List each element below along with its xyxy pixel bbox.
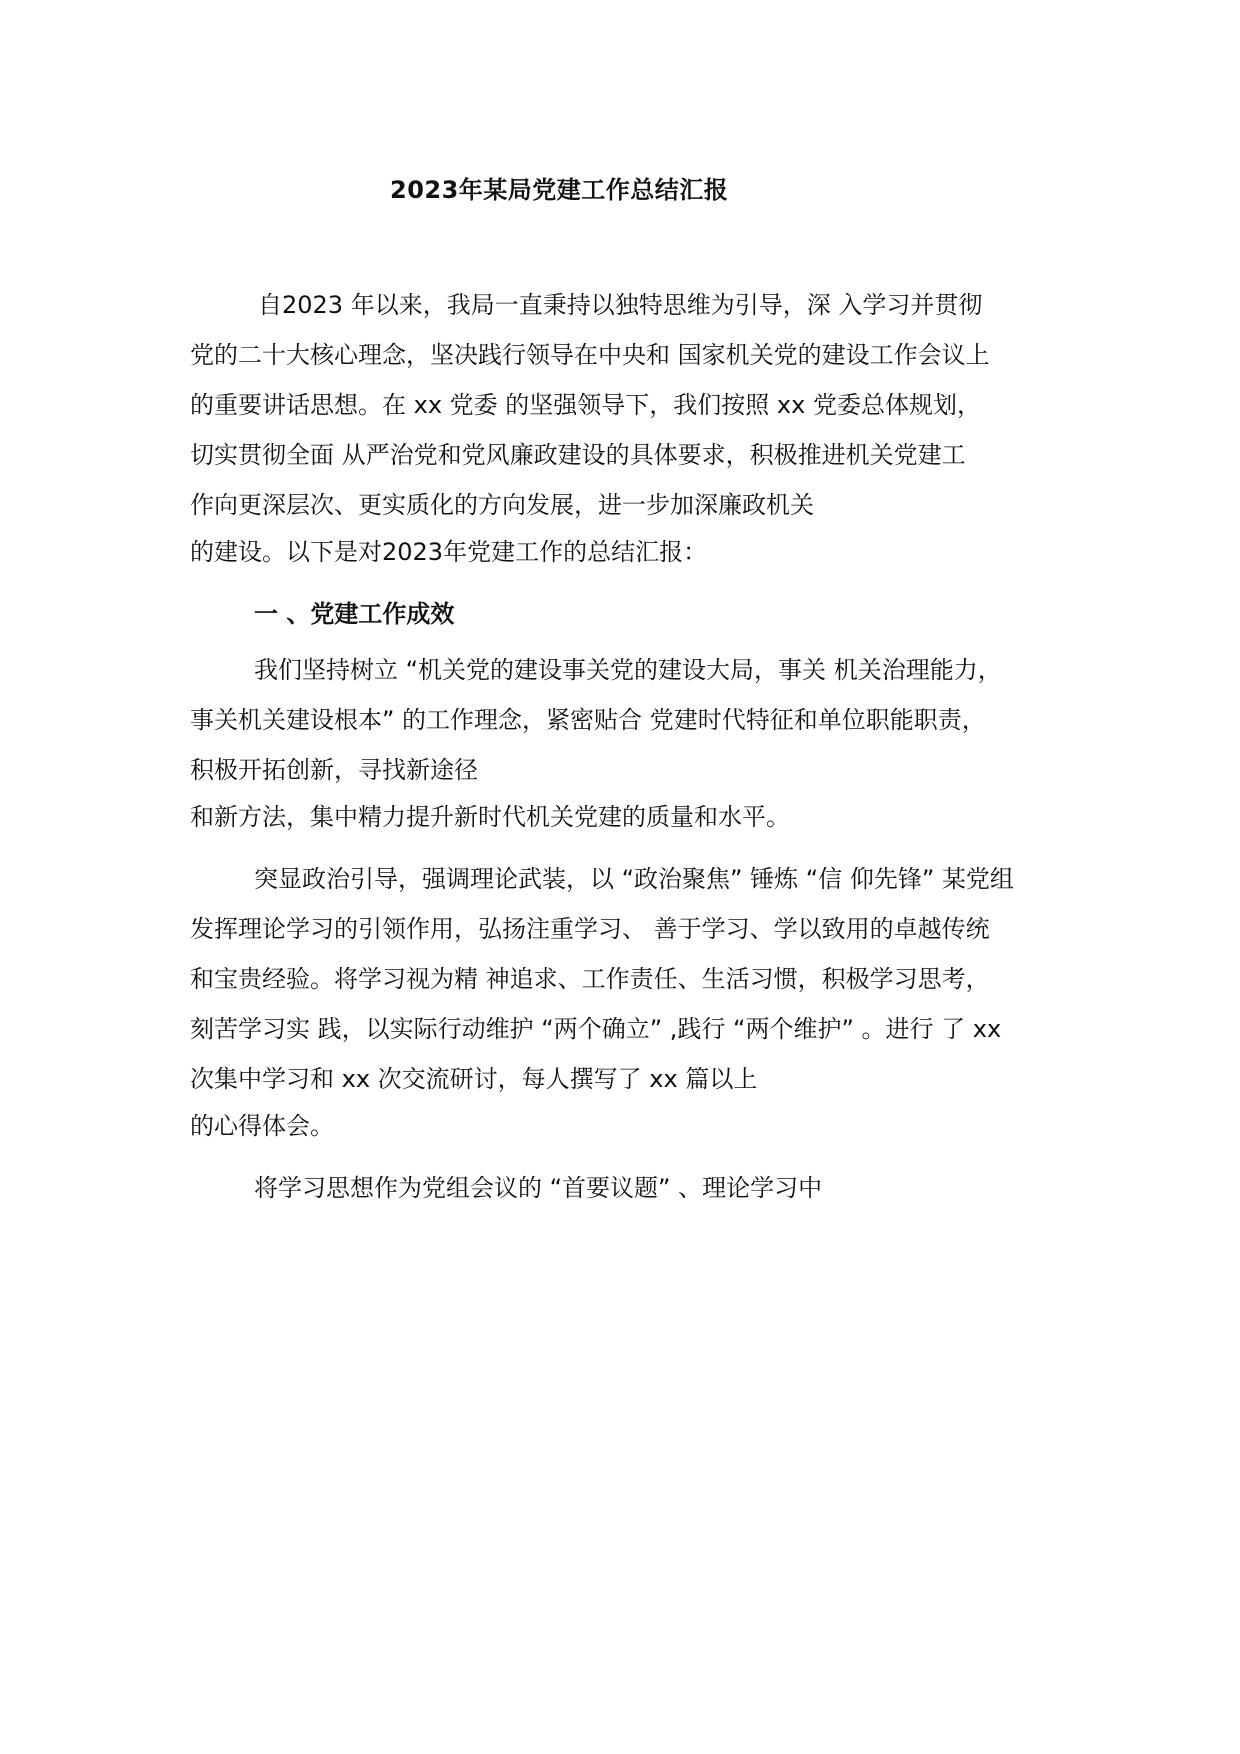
paragraph-line: 的心得体会。	[190, 1112, 334, 1140]
paragraph-line: 党的二十大核心理念，坚决践行领导在中央和 国家机关党的建设工作会议上	[190, 341, 990, 369]
paragraph-line: 积极开拓创新，寻找新途径	[190, 756, 478, 784]
paragraph-line: 发挥理论学习的引领作用，弘扬注重学习、 善于学习、学以致用的卓越传统	[190, 915, 990, 943]
paragraph-line: 我们坚持树立 “机关党的建设事关党的建设大局，事关 机关治理能力，	[254, 656, 1002, 684]
paragraph-line: 的建设。以下是对2023年党建工作的总结汇报：	[190, 538, 708, 566]
paragraph-line: 和宝贵经验。将学习视为精 神追求、工作责任、生活习惯，积极学习思考，	[190, 965, 990, 993]
paragraph-line: 将学习思想作为党组会议的 “首要议题” 、理论学习中	[254, 1174, 823, 1202]
document-title: 2023年某局党建工作总结汇报	[390, 176, 729, 204]
paragraph-line: 的重要讲话思想。在 xx 党委 的坚强领导下，我们按照 xx 党委总体规划，	[190, 391, 981, 419]
paragraph-line: 突显政治引导，强调理论武装，以 “政治聚焦” 锤炼 “信 仰先锋” 某党组	[254, 865, 1014, 893]
paragraph-line: 切实贯彻全面 从严治党和党风廉政建设的具体要求，积极推进机关党建工	[190, 441, 966, 469]
paragraph-line: 自2023 年以来，我局一直秉持以独特思维为引导，深 入学习并贯彻	[258, 291, 983, 319]
section-heading: 一 、党建工作成效	[254, 600, 455, 628]
paragraph-line: 次集中学习和 xx 次交流研讨，每人撰写了 xx 篇以上	[190, 1065, 758, 1093]
paragraph-line: 刻苦学习实 践，以实际行动维护 “两个确立” ,践行 “两个维护” 。进行 了 xx	[190, 1015, 1002, 1043]
paragraph-line: 作向更深层次、更实质化的方向发展，进一步加深廉政机关	[190, 491, 814, 519]
paragraph-line: 和新方法，集中精力提升新时代机关党建的质量和水平。	[190, 803, 790, 831]
paragraph-line: 事关机关建设根本” 的工作理念，紧密贴合 党建时代特征和单位职能职责，	[190, 706, 986, 734]
